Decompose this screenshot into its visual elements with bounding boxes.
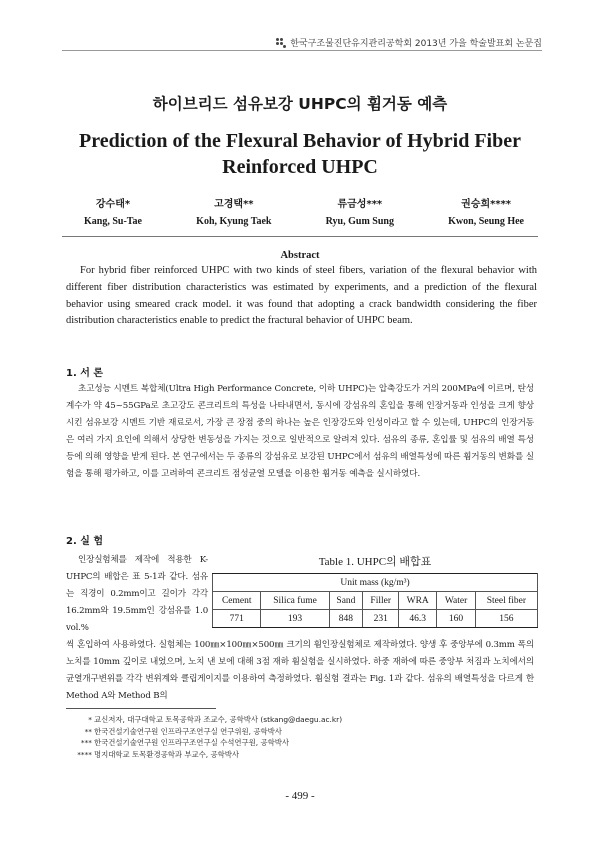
footnote-text: 한국건설기술연구원 인프라구조연구실 연구위원, 공학박사 <box>94 726 282 736</box>
table-header-cell: Filler <box>363 592 399 610</box>
footnote <box>70 726 342 738</box>
table-value-cell: 46.3 <box>399 610 437 628</box>
footnote <box>70 737 342 749</box>
abstract-text: For hybrid fiber reinforced UHPC with two kinds of steel fibers, variation of the flexural behavior with different fiber distribution characteristics was estimated by experiments, and a prediction of the flexural behavior using smeared crack model. it was found that adopting a crack bandwidth considering the fiber distribution characteristics enable to predict the fractural behavior of UHPC beam. <box>66 265 537 327</box>
abstract-heading: Abstract <box>280 250 320 261</box>
author-name-korean: 강수태* <box>95 199 131 210</box>
footnote-mark: *** <box>80 738 92 748</box>
author <box>196 196 271 230</box>
footnote <box>70 714 342 726</box>
table-header-cell: Steel fiber <box>475 592 537 610</box>
table-unit-header: Unit mass (kg/m³) <box>213 574 538 592</box>
title-english <box>0 128 600 180</box>
header-rule <box>62 50 542 51</box>
title-english-line2: Reinforced UHPC <box>222 156 378 178</box>
footnote-rule <box>66 708 216 709</box>
author <box>326 196 394 230</box>
introduction-text: 초고성능 시멘트 복합체(Ultra High Performance Concrete, 이하 UHPC)는 압축강도가 거의 200MPa에 이르며, 탄성계수가 약 45~55GPa로 초고강도 콘크리트의 특성을 나타내면서, 동시에 강섬유의 혼입을 통해 인장거동과 인성을 크게 향상시킨 섬유보강 시멘트 기반 재료로서, 가장 큰 장점 중의 하나는 높은 인장강도와 인성이라고 할 수 있는데, UHPC의 인장거동은 여러 가지 요인에 의해서 상당한 변동성을 가지는 것으로 일반적으로 알려져 있다. 섬유의 종류, 혼입률 및 섬유의 배열 특성 등에 의해 영향을 받게 된다. 본 연구에서는 두 종류의 강섬유로 보강된 UHPC에서 섬유의 배열특성에 따른 휨거동의 변화를 실험을 통해 평가하고, 이를 고려하여 콘크리트 점성균열 모델을 이용한 휨거동 예측을 실시하였다. <box>66 384 534 479</box>
table-value-cell: 231 <box>363 610 399 628</box>
table-value-cell: 848 <box>329 610 363 628</box>
table-value-cell: 771 <box>213 610 261 628</box>
experiment-text-continued: 씩 혼입하여 사용하였다. 실험체는 100㎜×100㎜×500㎜ 크기의 휨인장실험체로 제작하였다. 양생 후 중앙부에 0.3mm 폭의 노치를 10mm 깊이로 내었으며, 노치 낸 보에 대해 3점 재하 휨실험을 실시하였다. 하중 재하에 따른 중앙부 처짐과 노치에서의 균열개구변위를 각각 변위계와 클립게이지를 이용하여 측정하였다. 휨실험 결과는 Fig. 1과 같다. 섬유의 배열특성을 다르게 한 Method A와 Method B의 <box>66 640 534 701</box>
footnote-mark: ** <box>84 726 92 736</box>
experiment-text-side: 인장실험체를 제작에 적용한 K-UHPC의 배합은 표 5-1과 같다. 섬유는 직경이 0.2mm이고 길이가 각각 16.2mm와 19.5mm인 강섬유를 1.0 vol.% <box>66 555 208 633</box>
table-header-cell: Cement <box>213 592 261 610</box>
mix-proportion-table <box>212 573 538 628</box>
author-name-english: Kwon, Seung Hee <box>448 216 524 227</box>
author <box>448 196 524 230</box>
table-header-cell: Silica fume <box>261 592 329 610</box>
footnote-mark: **** <box>77 749 92 759</box>
section-heading-experiment: 2. 실 험 <box>66 536 104 547</box>
dots-logo-icon <box>276 38 286 48</box>
author <box>84 196 142 230</box>
table-value-cell: 160 <box>437 610 476 628</box>
journal-name: 한국구조물진단유지관리공학회 2013년 가을 학술발표회 논문집 <box>290 39 542 49</box>
section-heading-introduction: 1. 서 론 <box>66 368 104 379</box>
table-header-cell: WRA <box>399 592 437 610</box>
author-name-english: Kang, Su-Tae <box>84 216 142 227</box>
author-name-korean: 고경택** <box>214 199 254 210</box>
author-name-korean: 권승희**** <box>461 199 512 210</box>
footnotes <box>70 714 342 760</box>
title-english-line1: Prediction of the Flexural Behavior of Hybrid Fiber <box>79 130 521 152</box>
author-list <box>84 196 524 230</box>
table-value-cell: 193 <box>261 610 329 628</box>
table-header-cell: Water <box>437 592 476 610</box>
footnote-text: 한국건설기술연구원 인프라구조연구실 수석연구원, 공학박사 <box>94 738 290 748</box>
table-caption: Table 1. UHPC의 배합표 <box>318 556 432 568</box>
footnote <box>70 749 342 761</box>
footnote-text: 명지대학교 토목환경공학과 부교수, 공학박사 <box>94 749 240 759</box>
author-name-english: Koh, Kyung Taek <box>196 216 272 227</box>
table-header-cell: Sand <box>329 592 363 610</box>
author-name-english: Ryu, Gum Sung <box>325 216 394 227</box>
footnote-mark: * <box>88 715 92 724</box>
author-rule <box>62 236 538 237</box>
running-header <box>276 36 542 49</box>
author-name-korean: 류금성*** <box>337 199 383 210</box>
title-korean: 하이브리드 섬유보강 UHPC의 휨거동 예측 <box>152 95 448 113</box>
page-number: - 499 - <box>285 790 315 802</box>
table-value-cell: 156 <box>475 610 537 628</box>
footnote-text: 교신저자, 대구대학교 토목공학과 조교수, 공학박사 (stkang@daegu.ac.kr) <box>94 715 343 724</box>
